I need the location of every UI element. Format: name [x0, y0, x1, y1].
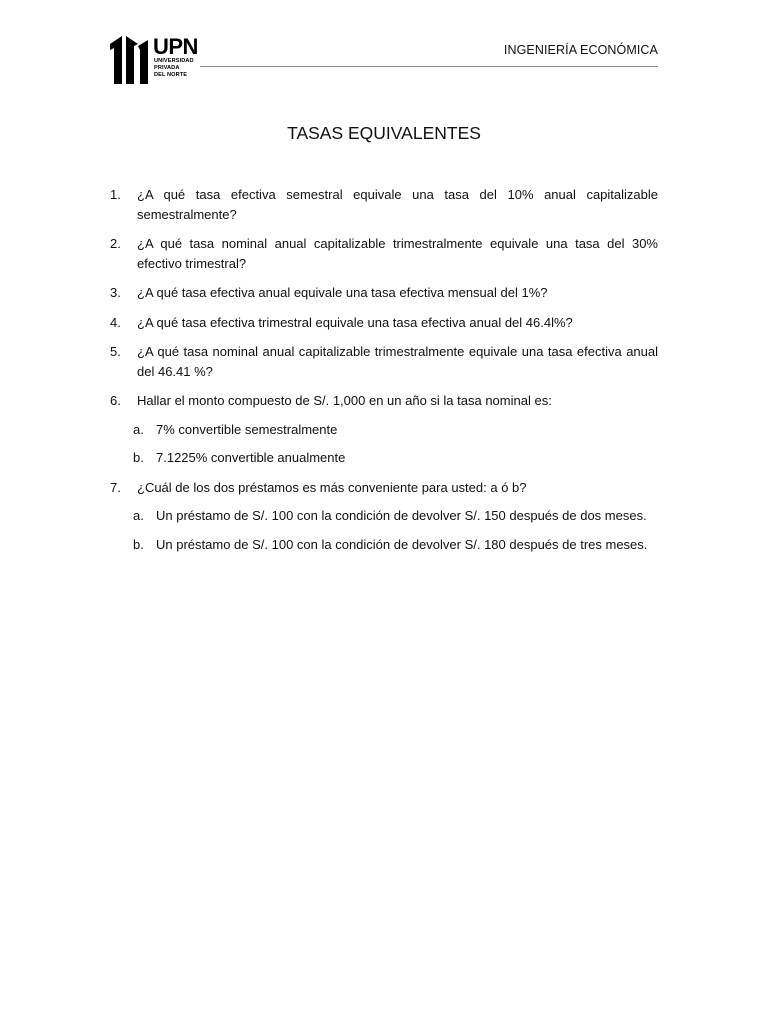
- question-item: [110, 478, 658, 555]
- question-number: 3.: [110, 285, 121, 300]
- sub-item: [133, 420, 658, 440]
- upn-arrow-icon: [110, 36, 152, 86]
- sub-item-letter: b.: [133, 450, 144, 465]
- sub-item-text: Un préstamo de S/. 100 con la condición de devolver S/. 180 después de tres meses.: [156, 536, 648, 552]
- upn-logo: [110, 36, 200, 86]
- question-text: ¿A qué tasa efectiva anual equivale una tasa efectiva mensual del 1%?: [137, 285, 548, 300]
- question-text: ¿A qué tasa efectiva trimestral equivale una tasa efectiva anual del 46.4l%?: [137, 314, 573, 330]
- question-number: 5.: [110, 344, 121, 359]
- question-text: ¿A qué tasa nominal anual capitalizable trimestralmente equivale una tasa del 30% efectivo trimestral?: [137, 236, 658, 271]
- question-item: [110, 342, 658, 381]
- sub-item-text: 7.1225% convertible anualmente: [156, 450, 346, 465]
- page-title: TASAS EQUIVALENTES: [287, 123, 481, 143]
- sub-item-letter: a.: [133, 508, 144, 523]
- question-text: ¿A qué tasa nominal anual capitalizable trimestralmente equivale una tasa efectiva anual del 46.41 %?: [137, 344, 658, 379]
- logo-wordmark: UPN: [153, 34, 198, 59]
- question-text: ¿Cuál de los dos préstamos es más conveniente para usted: a ó b?: [137, 479, 527, 495]
- sub-item: [133, 448, 658, 468]
- question-item: [110, 313, 658, 333]
- sub-item-letter: a.: [133, 421, 144, 437]
- sub-item-letter: b.: [133, 536, 144, 552]
- question-number: 4.: [110, 314, 121, 330]
- question-item: [110, 283, 658, 303]
- sub-item: [133, 535, 658, 555]
- course-title: INGENIERÍA ECONÓMICA: [503, 43, 658, 57]
- question-item: [110, 185, 658, 224]
- header-divider: [200, 66, 658, 67]
- question-text: Hallar el monto compuesto de S/. 1,000 en un año si la tasa nominal es:: [137, 393, 552, 408]
- question-number: 6.: [110, 393, 121, 408]
- question-number: 2.: [110, 236, 121, 251]
- logo-subtitle: UNIVERSIDAD PRIVADA DEL NORTE: [154, 58, 194, 78]
- sub-item: [133, 506, 658, 526]
- sub-item-text: 7% convertible semestralmente: [156, 421, 338, 437]
- question-item: [110, 234, 658, 273]
- sub-item-text: Un préstamo de S/. 100 con la condición de devolver S/. 150 después de dos meses.: [156, 508, 647, 523]
- question-text: ¿A qué tasa efectiva semestral equivale una tasa del 10% anual capitalizable semestralmente?: [137, 187, 658, 222]
- question-item: [110, 391, 658, 468]
- question-number: 1.: [110, 187, 121, 202]
- question-number: 7.: [110, 479, 121, 495]
- question-list: [110, 185, 658, 564]
